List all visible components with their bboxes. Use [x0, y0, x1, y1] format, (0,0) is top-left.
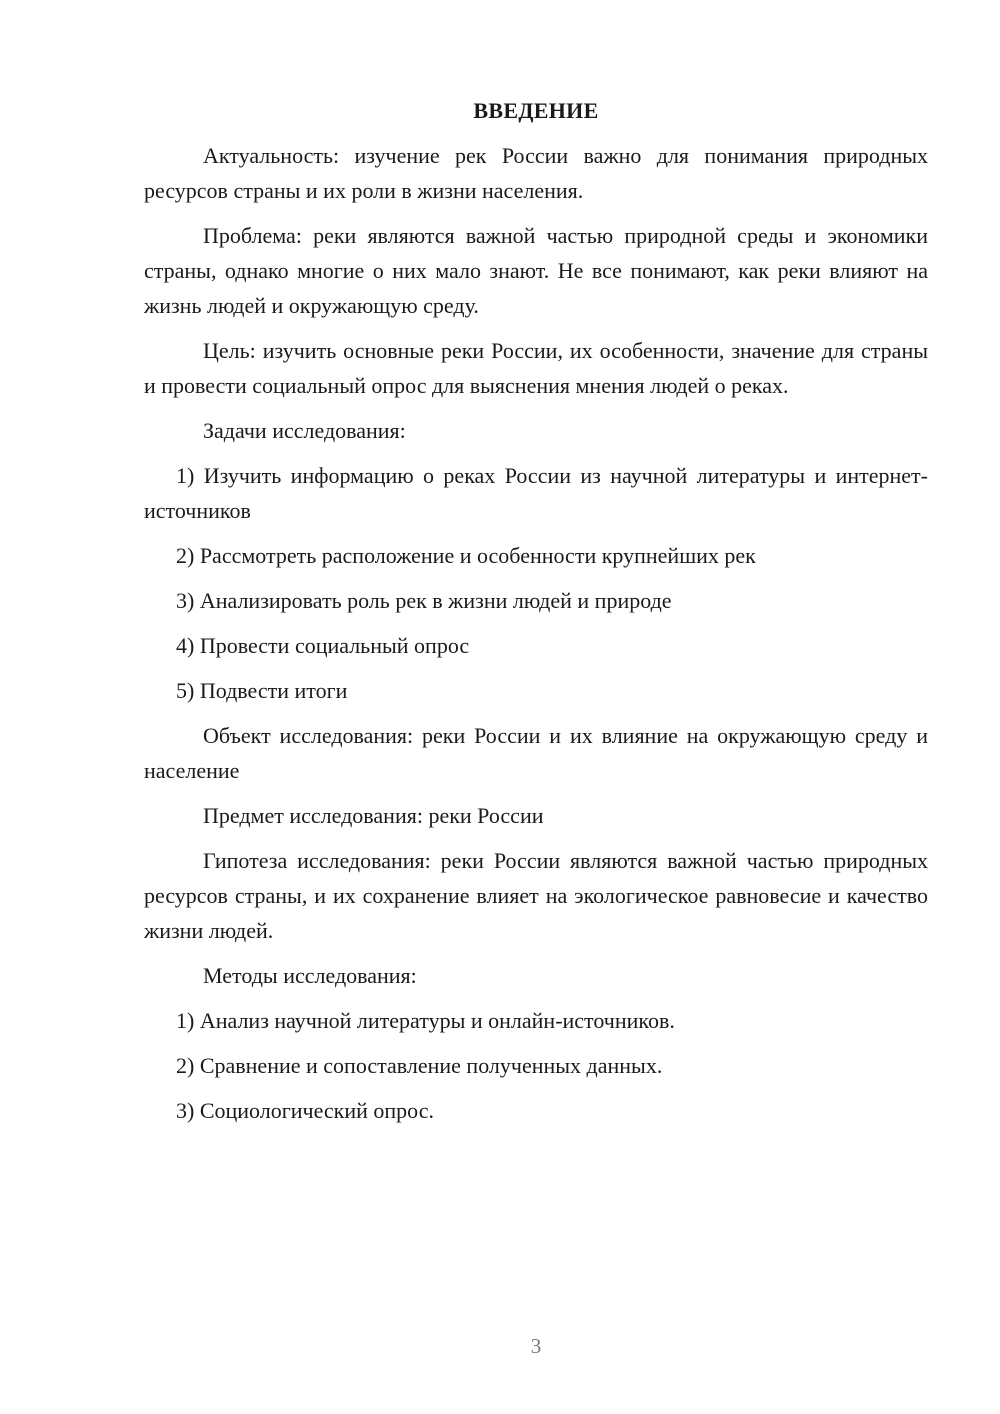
tasks-list: [144, 458, 928, 708]
list-item: 1) Изучить информацию о реках России из научной литературы и интернет-источников: [144, 463, 928, 523]
page-title: ВВЕДЕНИЕ: [473, 98, 599, 123]
list-item: 2) Рассмотреть расположение и особенности крупнейших рек: [176, 543, 756, 568]
object-paragraph: Объект исследования: реки России и их влияние на окружающую среду и население: [144, 723, 928, 783]
subject-paragraph: Предмет исследования: реки России: [203, 803, 544, 828]
methods-heading: Методы исследования:: [203, 963, 417, 988]
list-item: 1) Анализ научной литературы и онлайн-источников.: [176, 1008, 675, 1033]
goal-paragraph: Цель: изучить основные реки России, их особенности, значение для страны и провести социальный опрос для выяснения мнения людей о реках.: [144, 338, 928, 398]
problem-paragraph: Проблема: реки являются важной частью природной среды и экономики страны, однако многие о них мало знают. Не все понимают, как реки влияют на жизнь людей и окружающую среду.: [144, 223, 928, 318]
list-item: 3) Анализировать роль рек в жизни людей и природе: [176, 588, 672, 613]
list-item: 5) Подвести итоги: [176, 678, 348, 703]
list-item: 2) Сравнение и сопоставление полученных данных.: [176, 1053, 663, 1078]
page-number: 3: [530, 1334, 542, 1358]
list-item: 3) Социологический опрос.: [176, 1098, 434, 1123]
document-page: [144, 96, 928, 1138]
methods-list: [144, 1003, 928, 1128]
relevance-paragraph: Актуальность: изучение рек России важно для понимания природных ресурсов страны и их роли в жизни населения.: [144, 143, 928, 203]
tasks-heading: Задачи исследования:: [203, 418, 406, 443]
hypothesis-paragraph: Гипотеза исследования: реки России являются важной частью природных ресурсов страны, и их сохранение влияет на экологическое равновесие и качество жизни людей.: [144, 848, 928, 943]
list-item: 4) Провести социальный опрос: [176, 633, 470, 658]
